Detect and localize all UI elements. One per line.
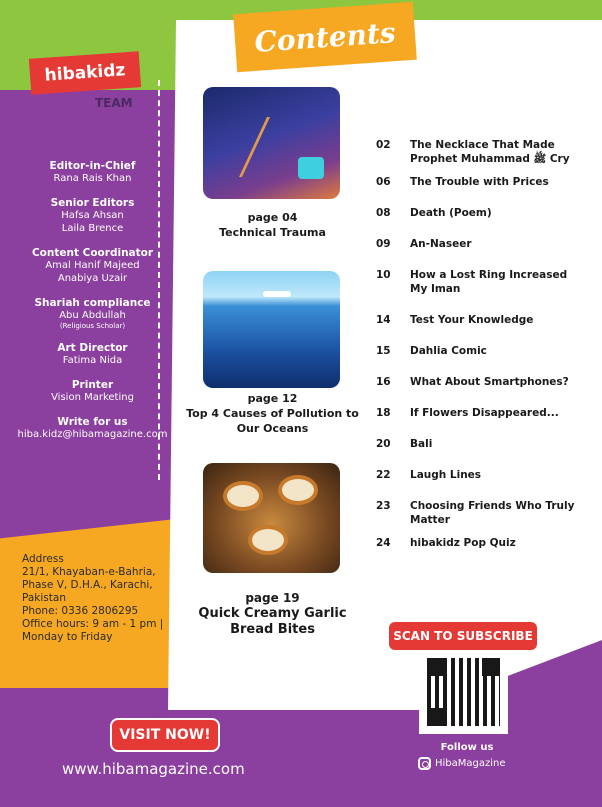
toc-item[interactable]: [376, 375, 576, 389]
toc-page-number: 15: [376, 345, 391, 357]
instagram-link[interactable]: [418, 757, 528, 770]
team-list: [10, 160, 175, 441]
toc-title: How a Lost Ring Increased My Iman: [410, 269, 568, 295]
address-heading: Address: [22, 553, 64, 565]
toc-item[interactable]: [376, 536, 576, 550]
toc-title: Choosing Friends Who Truly Matter: [410, 500, 575, 526]
toc-title: The Trouble with Prices: [410, 176, 549, 188]
toc-item[interactable]: [376, 406, 576, 420]
phone-line: Phone: 0336 2806295: [22, 605, 139, 617]
toc-page-number: 08: [376, 207, 391, 219]
toc-item[interactable]: [376, 313, 576, 327]
address-line: Phase V, D.H.A., Karachi,: [22, 579, 153, 591]
featured-page: page 19: [245, 591, 300, 605]
team-role: Content Coordinator: [31, 247, 154, 259]
toc-title: Dahlia Comic: [410, 345, 487, 357]
toc-title: Bali: [410, 438, 433, 450]
toc-item[interactable]: [376, 138, 576, 166]
toc-page-number: 16: [376, 376, 391, 388]
toc-item[interactable]: [376, 437, 576, 451]
boat-graphic: [263, 291, 291, 297]
bread-graphic: [223, 481, 263, 511]
toc-title: If Flowers Disappeared...: [410, 407, 559, 419]
featured-page: page 04: [247, 211, 298, 224]
garlic-bread-image: [203, 463, 340, 573]
logo-team-label: TEAM: [95, 96, 133, 110]
toc-title: The Necklace That Made Prophet Muhammad ﷺ Cry: [410, 139, 570, 165]
follow-us-label: Follow us: [440, 742, 494, 753]
team-role: Shariah compliance: [34, 297, 151, 309]
team-name: Fatima Nida: [62, 355, 123, 366]
team-role: Printer: [71, 379, 114, 391]
team-name: Laila Brence: [61, 223, 124, 234]
contact-email[interactable]: hiba.kidz@hibamagazine.com: [17, 429, 168, 440]
team-role: Editor-in-Chief: [49, 160, 136, 172]
logo-text: hibakidz: [44, 60, 126, 86]
toc-item[interactable]: [376, 499, 576, 527]
toc-item[interactable]: [376, 268, 576, 296]
hibakidz-logo: [29, 51, 141, 95]
team-name: Abu Abdullah: [59, 310, 126, 321]
team-role: Art Director: [57, 342, 128, 354]
hours-line: Monday to Friday: [22, 631, 113, 643]
toc-item[interactable]: [376, 206, 576, 220]
toc-page-number: 09: [376, 238, 391, 250]
toc-title: hibakidz Pop Quiz: [410, 537, 516, 549]
toc-page-number: 06: [376, 176, 391, 188]
address-line: Pakistan: [22, 592, 66, 604]
website-link[interactable]: www.hibamagazine.com: [62, 760, 245, 778]
team-name: Anabiya Uzair: [57, 273, 128, 284]
visit-now-button[interactable]: [110, 718, 220, 752]
team-role: Write for us: [57, 416, 128, 428]
team-role: Senior Editors: [50, 197, 135, 209]
toc-item[interactable]: [376, 237, 576, 251]
hours-line: Office hours: 9 am - 1 pm |: [22, 618, 164, 630]
visit-label: VISIT NOW!: [119, 727, 211, 743]
team-name: Vision Marketing: [51, 392, 134, 403]
toc-page-number: 02: [376, 139, 391, 151]
featured-page: page 12: [247, 392, 298, 405]
scan-label: SCAN TO SUBSCRIBE: [393, 629, 533, 643]
toc-title: What About Smartphones?: [410, 376, 569, 388]
contents-list: [376, 138, 576, 550]
team-name: Amal Hanif Majeed: [45, 260, 140, 271]
toc-page-number: 14: [376, 314, 391, 326]
toc-item[interactable]: [376, 175, 576, 189]
address-line: 21/1, Khayaban-e-Bahria,: [22, 566, 156, 578]
bread-graphic: [248, 525, 288, 555]
page-title: Contents: [253, 15, 397, 59]
toc-page-number: 18: [376, 407, 391, 419]
team-name: Hafsa Ahsan: [61, 210, 124, 221]
featured-caption: [185, 391, 360, 436]
instagram-handle: HibaMagazine: [435, 758, 506, 769]
qr-pattern: [427, 658, 500, 726]
toc-page-number: 22: [376, 469, 391, 481]
toc-page-number: 24: [376, 537, 391, 549]
team-name: Rana Rais Khan: [53, 173, 132, 184]
team-note: (Religious Scholar): [59, 322, 126, 330]
featured-title: Technical Trauma: [219, 226, 326, 239]
toc-title: Laugh Lines: [410, 469, 482, 481]
bread-graphic: [278, 475, 318, 505]
featured-title: Quick Creamy Garlic Bread Bites: [198, 606, 347, 637]
instagram-icon: [418, 757, 431, 770]
featured-caption: [185, 590, 360, 638]
featured-title: Top 4 Causes of Pollution to Our Oceans: [186, 407, 359, 435]
toc-item[interactable]: [376, 468, 576, 482]
toc-item[interactable]: [376, 344, 576, 358]
ocean-pollution-image: [203, 271, 340, 388]
scan-to-subscribe-button[interactable]: [389, 622, 537, 650]
toc-page-number: 10: [376, 269, 391, 281]
toc-page-number: 23: [376, 500, 391, 512]
featured-caption: [185, 210, 360, 240]
toc-title: An-Naseer: [410, 238, 472, 250]
subscribe-qr-code[interactable]: [419, 650, 508, 734]
technical-trauma-image: [203, 87, 340, 199]
toc-title: Test Your Knowledge: [410, 314, 534, 326]
robot-graphic: [298, 157, 324, 179]
address-block: [22, 553, 182, 644]
toc-title: Death (Poem): [410, 207, 492, 219]
toc-page-number: 20: [376, 438, 391, 450]
